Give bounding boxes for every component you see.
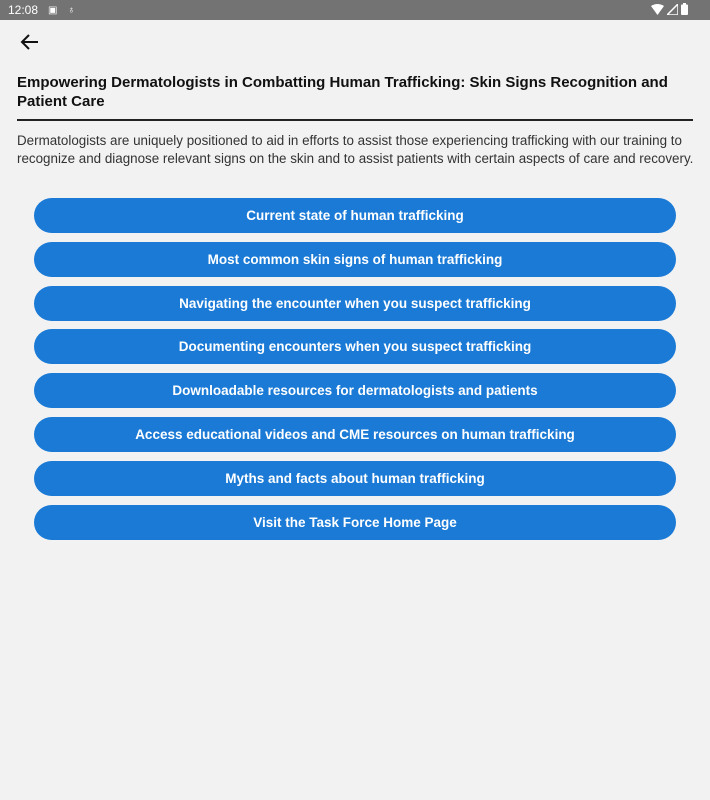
divider: [17, 119, 693, 121]
task-force-home-button[interactable]: Visit the Task Force Home Page: [34, 505, 676, 540]
skin-signs-button[interactable]: Most common skin signs of human trafficking: [34, 242, 676, 277]
wifi-icon: [651, 4, 664, 15]
navigating-encounter-button[interactable]: Navigating the encounter when you suspect trafficking: [34, 286, 676, 321]
documenting-encounters-button[interactable]: Documenting encounters when you suspect trafficking: [34, 329, 676, 364]
arrow-left-icon[interactable]: [18, 30, 42, 54]
status-time: 12:08: [8, 3, 39, 17]
page-description: Dermatologists are uniquely positioned to aid in efforts to assist those experiencing trafficking with our training to recognize and diagnose relevant signs on the skin and to assist patients with certain aspects of care and recovery.: [17, 133, 694, 166]
battery-icon: [681, 3, 688, 15]
educational-videos-button[interactable]: Access educational videos and CME resources on human trafficking: [34, 417, 676, 452]
signal-icon: [667, 4, 678, 15]
a-notification-icon: ▣: [48, 4, 58, 16]
myths-facts-button[interactable]: Myths and facts about human trafficking: [34, 461, 676, 496]
downloadable-resources-button[interactable]: Downloadable resources for dermatologists and patients: [34, 373, 676, 408]
accessibility-icon: ♁: [67, 4, 75, 16]
current-state-button[interactable]: Current state of human trafficking: [34, 198, 676, 233]
page-title: Empowering Dermatologists in Combatting Human Trafficking: Skin Signs Recognition and Patient Care: [17, 74, 668, 110]
status-bar: [0, 0, 710, 20]
topic-buttons: [34, 198, 676, 548]
